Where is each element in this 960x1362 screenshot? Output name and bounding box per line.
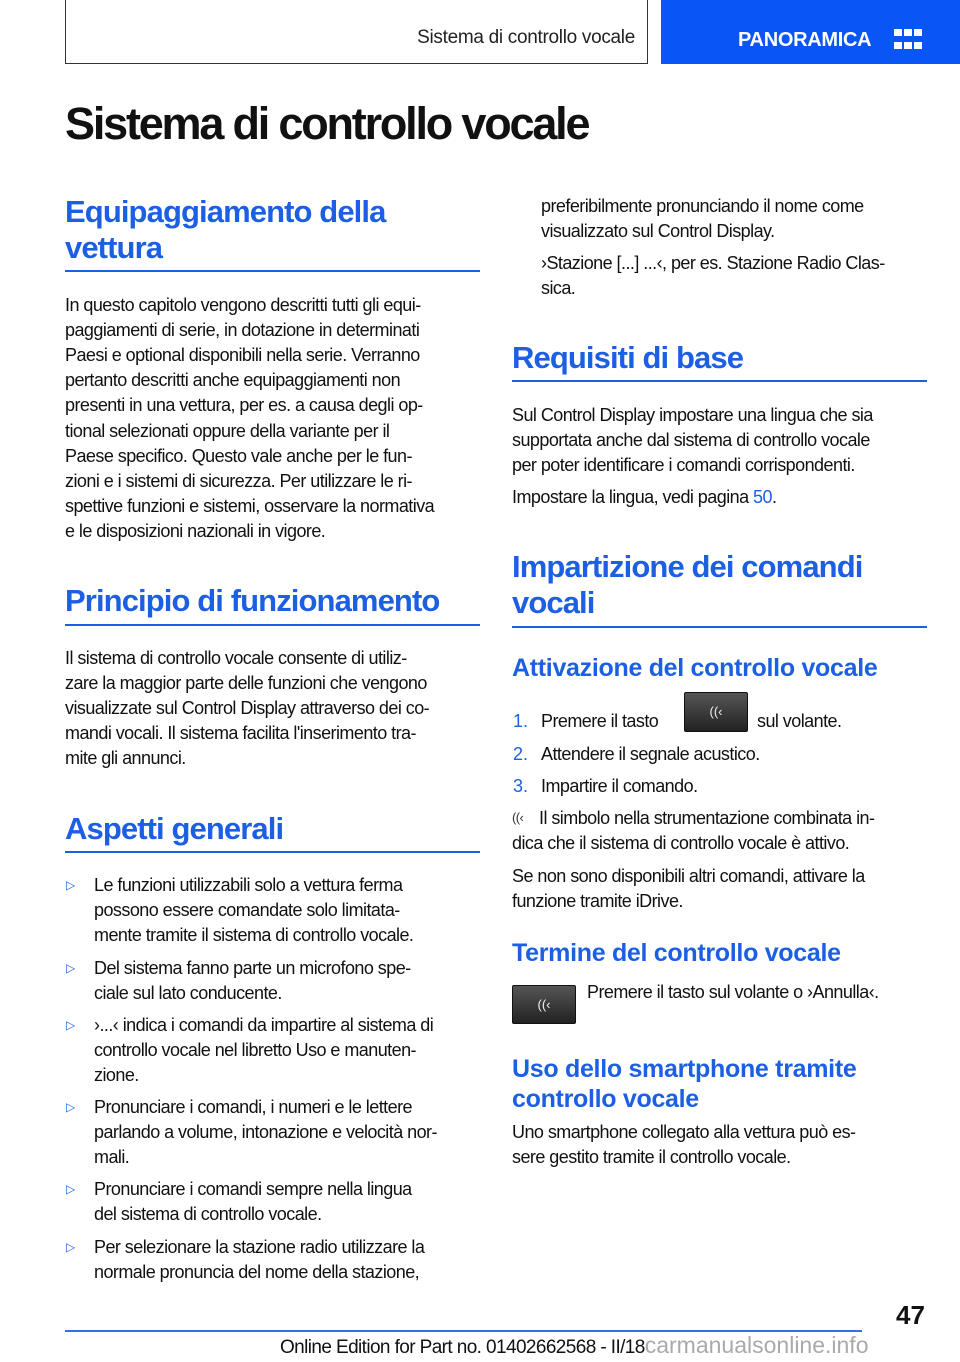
paragraph-line: mente tramite il sistema di controllo vocale. [94,925,414,945]
paragraph-line: Se non sono disponibili altri comandi, attivare la [512,866,865,886]
paragraph-line: zioni e i sistemi di sicurezza. Per utilizzare le ri- [65,471,412,491]
heading-impartizione [512,549,862,621]
paragraph-line: visualizzate sul Control Display attraverso dei co- [65,698,430,718]
heading-equipaggiamento [65,194,385,266]
paragraph-line: mite gli annunci. [65,748,186,768]
paragraph-line: Uno smartphone collegato alla vettura può es- [512,1122,856,1142]
paragraph-line: Del sistema fanno parte un microfono spe- [94,958,411,978]
paragraph-line: Paese specifico. Questo vale anche per le fun- [65,446,412,466]
heading-aspetti: Aspetti generali [65,811,284,846]
paragraph-line: spettive funzioni e sistemi, osservare la normativa [65,496,435,516]
voice-button-icon: ((‹ [684,692,748,732]
divider [65,270,480,272]
bullet-triangle-icon: ▷ [66,1100,76,1114]
bullet-triangle-icon: ▷ [66,1240,76,1254]
step-3: Impartire il comando. [541,776,698,796]
step-number: 3. [513,776,529,796]
paragraph-line: Pronunciare i comandi, i numeri e le lettere [94,1097,412,1117]
step-text: Premere il tasto [541,711,659,731]
text: . [771,487,777,507]
paragraph-line: ciale sul lato conducente. [94,983,282,1003]
paragraph-line: visualizzato sul Control Display. [541,221,775,241]
paragraph-line: ›Stazione [...] ...‹, per es. Stazione Radio Clas- [541,253,885,273]
subheading-smartphone [512,1054,856,1114]
paragraph-line: del sistema di controllo vocale. [94,1204,322,1224]
paragraph-line: supportata anche dal sistema di controllo vocale [512,430,870,450]
heading-requisiti: Requisiti di base [512,340,744,375]
divider [512,626,927,628]
symbol-note-line: Il simbolo nella strumentazione combinata in- [539,808,875,828]
paragraph-line: zare la maggior parte delle funzioni che vengono [65,673,427,693]
end-instruction: Premere il tasto sul volante o ›Annulla‹. [587,982,879,1002]
heading-line: controllo vocale [512,1085,699,1113]
paragraph-line: Per selezionare la stazione radio utilizzare la [94,1237,425,1257]
paragraph-line: pertanto descritti anche equipaggiamenti non [65,370,401,390]
step-number: 1. [513,711,529,731]
heading-line: Uso dello smartphone tramite [512,1055,857,1083]
paragraph-line: preferibilmente pronunciando il nome come [541,196,864,216]
paragraph-line: presenti in una vettura, per es. a causa degli op- [65,395,423,415]
paragraph-line: sica. [541,278,576,298]
page-number: 47 [896,1300,925,1330]
language-reference [512,485,776,509]
header-section-title: Sistema di controllo vocale [417,27,635,48]
footer-edition [280,1332,868,1359]
edition-text: Online Edition for Part no. 01402662568 - II/18 [280,1337,645,1358]
panoramica-tab[interactable] [661,0,960,64]
symbol-note-line: dica che il sistema di controllo vocale è attivo. [512,833,850,853]
paragraph-line: Sul Control Display impostare una lingua che sia [512,405,873,425]
paragraph-line: sere gestito tramite il controllo vocale. [512,1147,791,1167]
watermark: carmanualsonline.info [644,1332,869,1358]
text: Impostare la lingua, vedi pagina [512,487,754,507]
divider [512,380,927,382]
paragraph-line: paggiamenti di serie, in dotazione in determinati [65,320,420,340]
divider [65,851,480,853]
paragraph-line: Paesi e optional disponibili nella serie. Verranno [65,345,420,365]
bullet-triangle-icon: ▷ [66,1182,76,1196]
bullet-triangle-icon: ▷ [66,878,76,892]
paragraph-line: Pronunciare i comandi sempre nella lingua [94,1179,412,1199]
bullet-triangle-icon: ▷ [66,961,76,975]
heading-line: vettura [65,230,163,265]
step-2: Attendere il segnale acustico. [541,744,760,764]
header-section-box [65,0,648,64]
subheading-attivazione: Attivazione del controllo vocale [512,654,878,682]
panoramica-label: PANORAMICA [738,29,872,51]
paragraph-line: In questo capitolo vengono descritti tutti gli equi- [65,295,421,315]
paragraph-line: per poter identificare i comandi corrispondenti. [512,455,855,475]
divider [65,624,480,626]
heading-line: Equipaggiamento della [65,194,386,229]
paragraph-line: controllo vocale nel libretto Uso e manuten- [94,1040,416,1060]
paragraph-line: normale pronuncia del nome della stazione, [94,1262,420,1282]
paragraph-line: mali. [94,1147,130,1167]
page-link[interactable]: 50 [753,487,772,507]
paragraph-line: tional selezionati oppure della variante per il [65,421,390,441]
step-1 [541,709,658,733]
subheading-termine: Termine del controllo vocale [512,939,841,967]
voice-button-icon: ((‹ [512,985,576,1024]
paragraph-line: mandi vocali. Il sistema facilita l'inserimento tra- [65,723,416,743]
voice-symbol-icon: ((‹ [512,810,524,825]
paragraph-line: Il sistema di controllo vocale consente di utiliz- [65,648,407,668]
paragraph-line: funzione tramite iDrive. [512,891,683,911]
page-title: Sistema di controllo vocale [65,98,589,149]
paragraph-line: parlando a volume, intonazione e velocità nor- [94,1122,437,1142]
paragraph-line: Le funzioni utilizzabili solo a vettura ferma [94,875,403,895]
paragraph-line: zione. [94,1065,139,1085]
bullet-triangle-icon: ▷ [66,1018,76,1032]
paragraph-line: e le disposizioni nazionali in vigore. [65,521,326,541]
step-number: 2. [513,744,529,764]
heading-line: Impartizione dei comandi [512,549,863,584]
step-1-suffix: sul volante. [757,711,842,731]
paragraph-line: possono essere comandate solo limitata- [94,900,400,920]
heading-line: vocali [512,585,595,620]
paragraph-line: ›...‹ indica i comandi da impartire al sistema di [94,1015,434,1035]
grid-icon [894,29,922,53]
heading-principio: Principio di funzionamento [65,583,440,618]
